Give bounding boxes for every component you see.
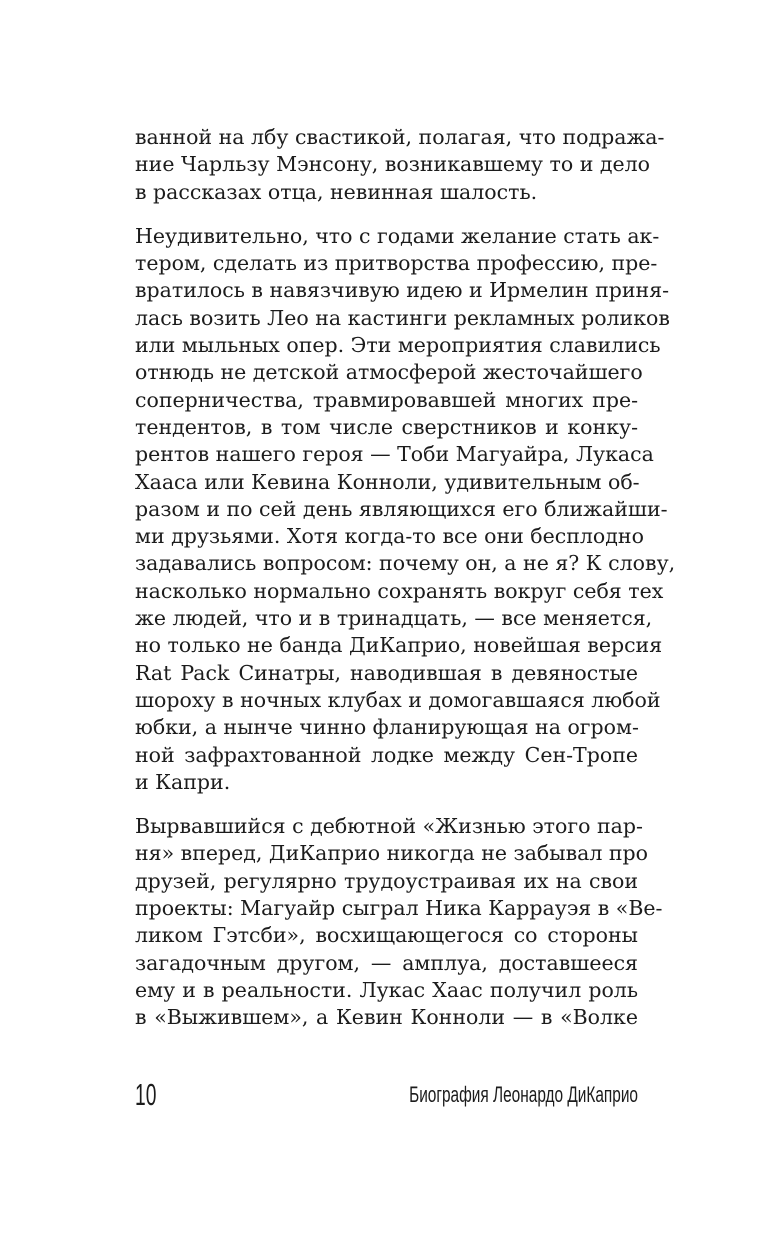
page-footer xyxy=(135,1078,638,1112)
text-line: соперничества, травмировавшей многих пре- xyxy=(135,387,638,412)
body-text xyxy=(135,124,676,1032)
text-line: вратилось в навязчивую идею и Ирмелин приня- xyxy=(135,278,670,303)
paragraph-3 xyxy=(135,813,663,1031)
text-line: проекты: Магуайр сыграл Ника Каррауэя в «Ве- xyxy=(135,896,663,921)
text-line: и Капри. xyxy=(135,769,231,794)
text-line: ной зафрахтованной лодке между Сен-Тропе xyxy=(135,742,638,767)
text-line: тером, сделать из притворства профессию, пре- xyxy=(135,251,658,276)
text-line: ему и в реальности. Лукас Хаас получил роль xyxy=(135,977,638,1002)
text-line: юбки, а нынче чинно фланирующая на огром- xyxy=(135,715,639,740)
paragraph-2 xyxy=(135,223,676,796)
page-number: 10 xyxy=(135,1077,157,1112)
text-line: Хааса или Кевина Конноли, удивительным об- xyxy=(135,469,640,494)
text-line: Rat Pack Синатры, наводившая в девяностые xyxy=(135,660,638,685)
text-line: друзей, регулярно трудоустраивая их на свои xyxy=(135,868,638,893)
text-line: ня» вперед, ДиКаприо никогда не забывал про xyxy=(135,841,649,866)
text-line: ванной на лбу свастикой, полагая, что подража- xyxy=(135,125,665,149)
text-line: или мыльных опер. Эти мероприятия славились xyxy=(135,333,661,358)
text-line: задавались вопросом: почему он, а не я? К слову, xyxy=(135,551,676,576)
text-line: Неудивительно, что с годами желание стать ак- xyxy=(135,223,660,248)
text-line: рентов нашего героя — Тоби Магуайра, Лукаса xyxy=(135,442,654,467)
text-line: лась возить Лео на кастинги рекламных роликов xyxy=(135,305,670,330)
text-line: ми друзьями. Хотя когда-то все они бесплодно xyxy=(135,524,644,549)
text-line: насколько нормально сохранять вокруг себя тех xyxy=(135,578,664,603)
text-line: загадочным другом, — амплуа, доставшееся xyxy=(135,950,638,975)
text-line: ние Чарльзу Мэнсону, возникавшему то и дело xyxy=(135,152,651,177)
running-title: Биография Леонардо ДиКаприо xyxy=(409,1082,638,1107)
text-line: в рассказах отца, невинная шалость. xyxy=(135,179,538,204)
text-line: Вырвавшийся с дебютной «Жизнью этого пар- xyxy=(135,814,643,839)
text-line: тендентов, в том числе сверстников и конку- xyxy=(135,414,638,439)
text-line: разом и по сей день являющихся его ближайши- xyxy=(135,496,668,521)
text-line: но только не банда ДиКаприо, новейшая версия xyxy=(135,633,663,658)
paragraph-1 xyxy=(135,124,665,206)
text-line: отнюдь не детской атмосферой жесточайшего xyxy=(135,360,643,385)
text-line: в «Выжившем», а Кевин Конноли — в «Волке xyxy=(135,1005,638,1030)
text-line: же людей, что и в тринадцать, — все меняется, xyxy=(135,606,653,631)
text-line: ликом Гэтсби», восхищающегося со стороны xyxy=(135,923,638,948)
text-line: шороху в ночных клубах и домогавшаяся любой xyxy=(135,687,661,712)
